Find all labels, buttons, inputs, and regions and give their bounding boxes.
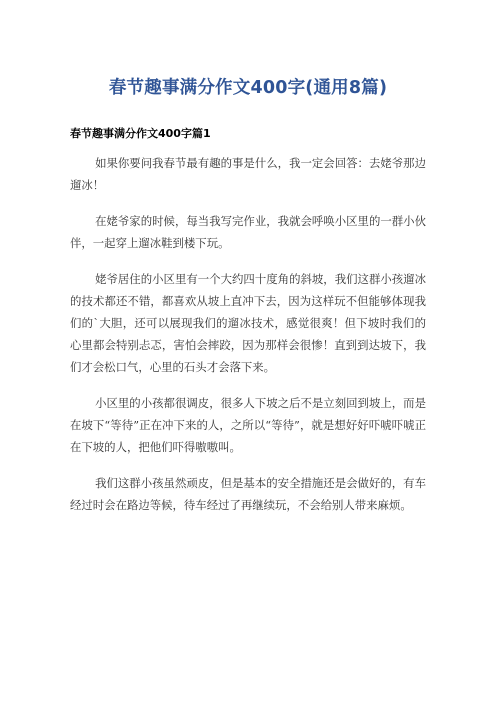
paragraph-1: 如果你要问我春节最有趣的事是什么，我一定会回答：去姥爷那边遛冰！ <box>70 156 426 192</box>
section-heading: 春节趣事满分作文400字篇1 <box>70 127 211 140</box>
paragraph-5: 我们这群小孩虽然顽皮，但是基本的安全措施还是会做好的，有车经过时会在路边等候，待车经过了再继续玩，不会给别人带来麻烦。 <box>70 476 426 512</box>
paragraph-4: 小区里的小孩都很调皮，很多人下坡之后不是立刻回到坡上，而是在坡下“等待”正在冲下来的人，之所以“等待”，就是想好好吓唬吓唬正在下坡的人，把他们吓得嗷嗷叫。 <box>70 396 426 454</box>
article-body <box>70 152 426 530</box>
paragraph-3: 姥爷居住的小区里有一个大约四十度角的斜坡，我们这群小孩遛冰的技术都还不错，都喜欢从坡上直冲下去，因为这样玩不但能够体现我们的`大胆，还可以展现我们的遛冰技术，感觉很爽！但下坡时我们的心里都会特别忐忑，害怕会摔跤，因为那样会很惨！直到到达坡下，我们才会松口气，心里的石头才会落下来。 <box>70 272 426 374</box>
paragraph-2: 在姥爷家的时候，每当我写完作业，我就会呼唤小区里的一群小伙伴，一起穿上遛冰鞋到楼下玩。 <box>70 214 426 250</box>
document-title: 春节趣事满分作文400字(通用8篇) <box>108 78 388 98</box>
